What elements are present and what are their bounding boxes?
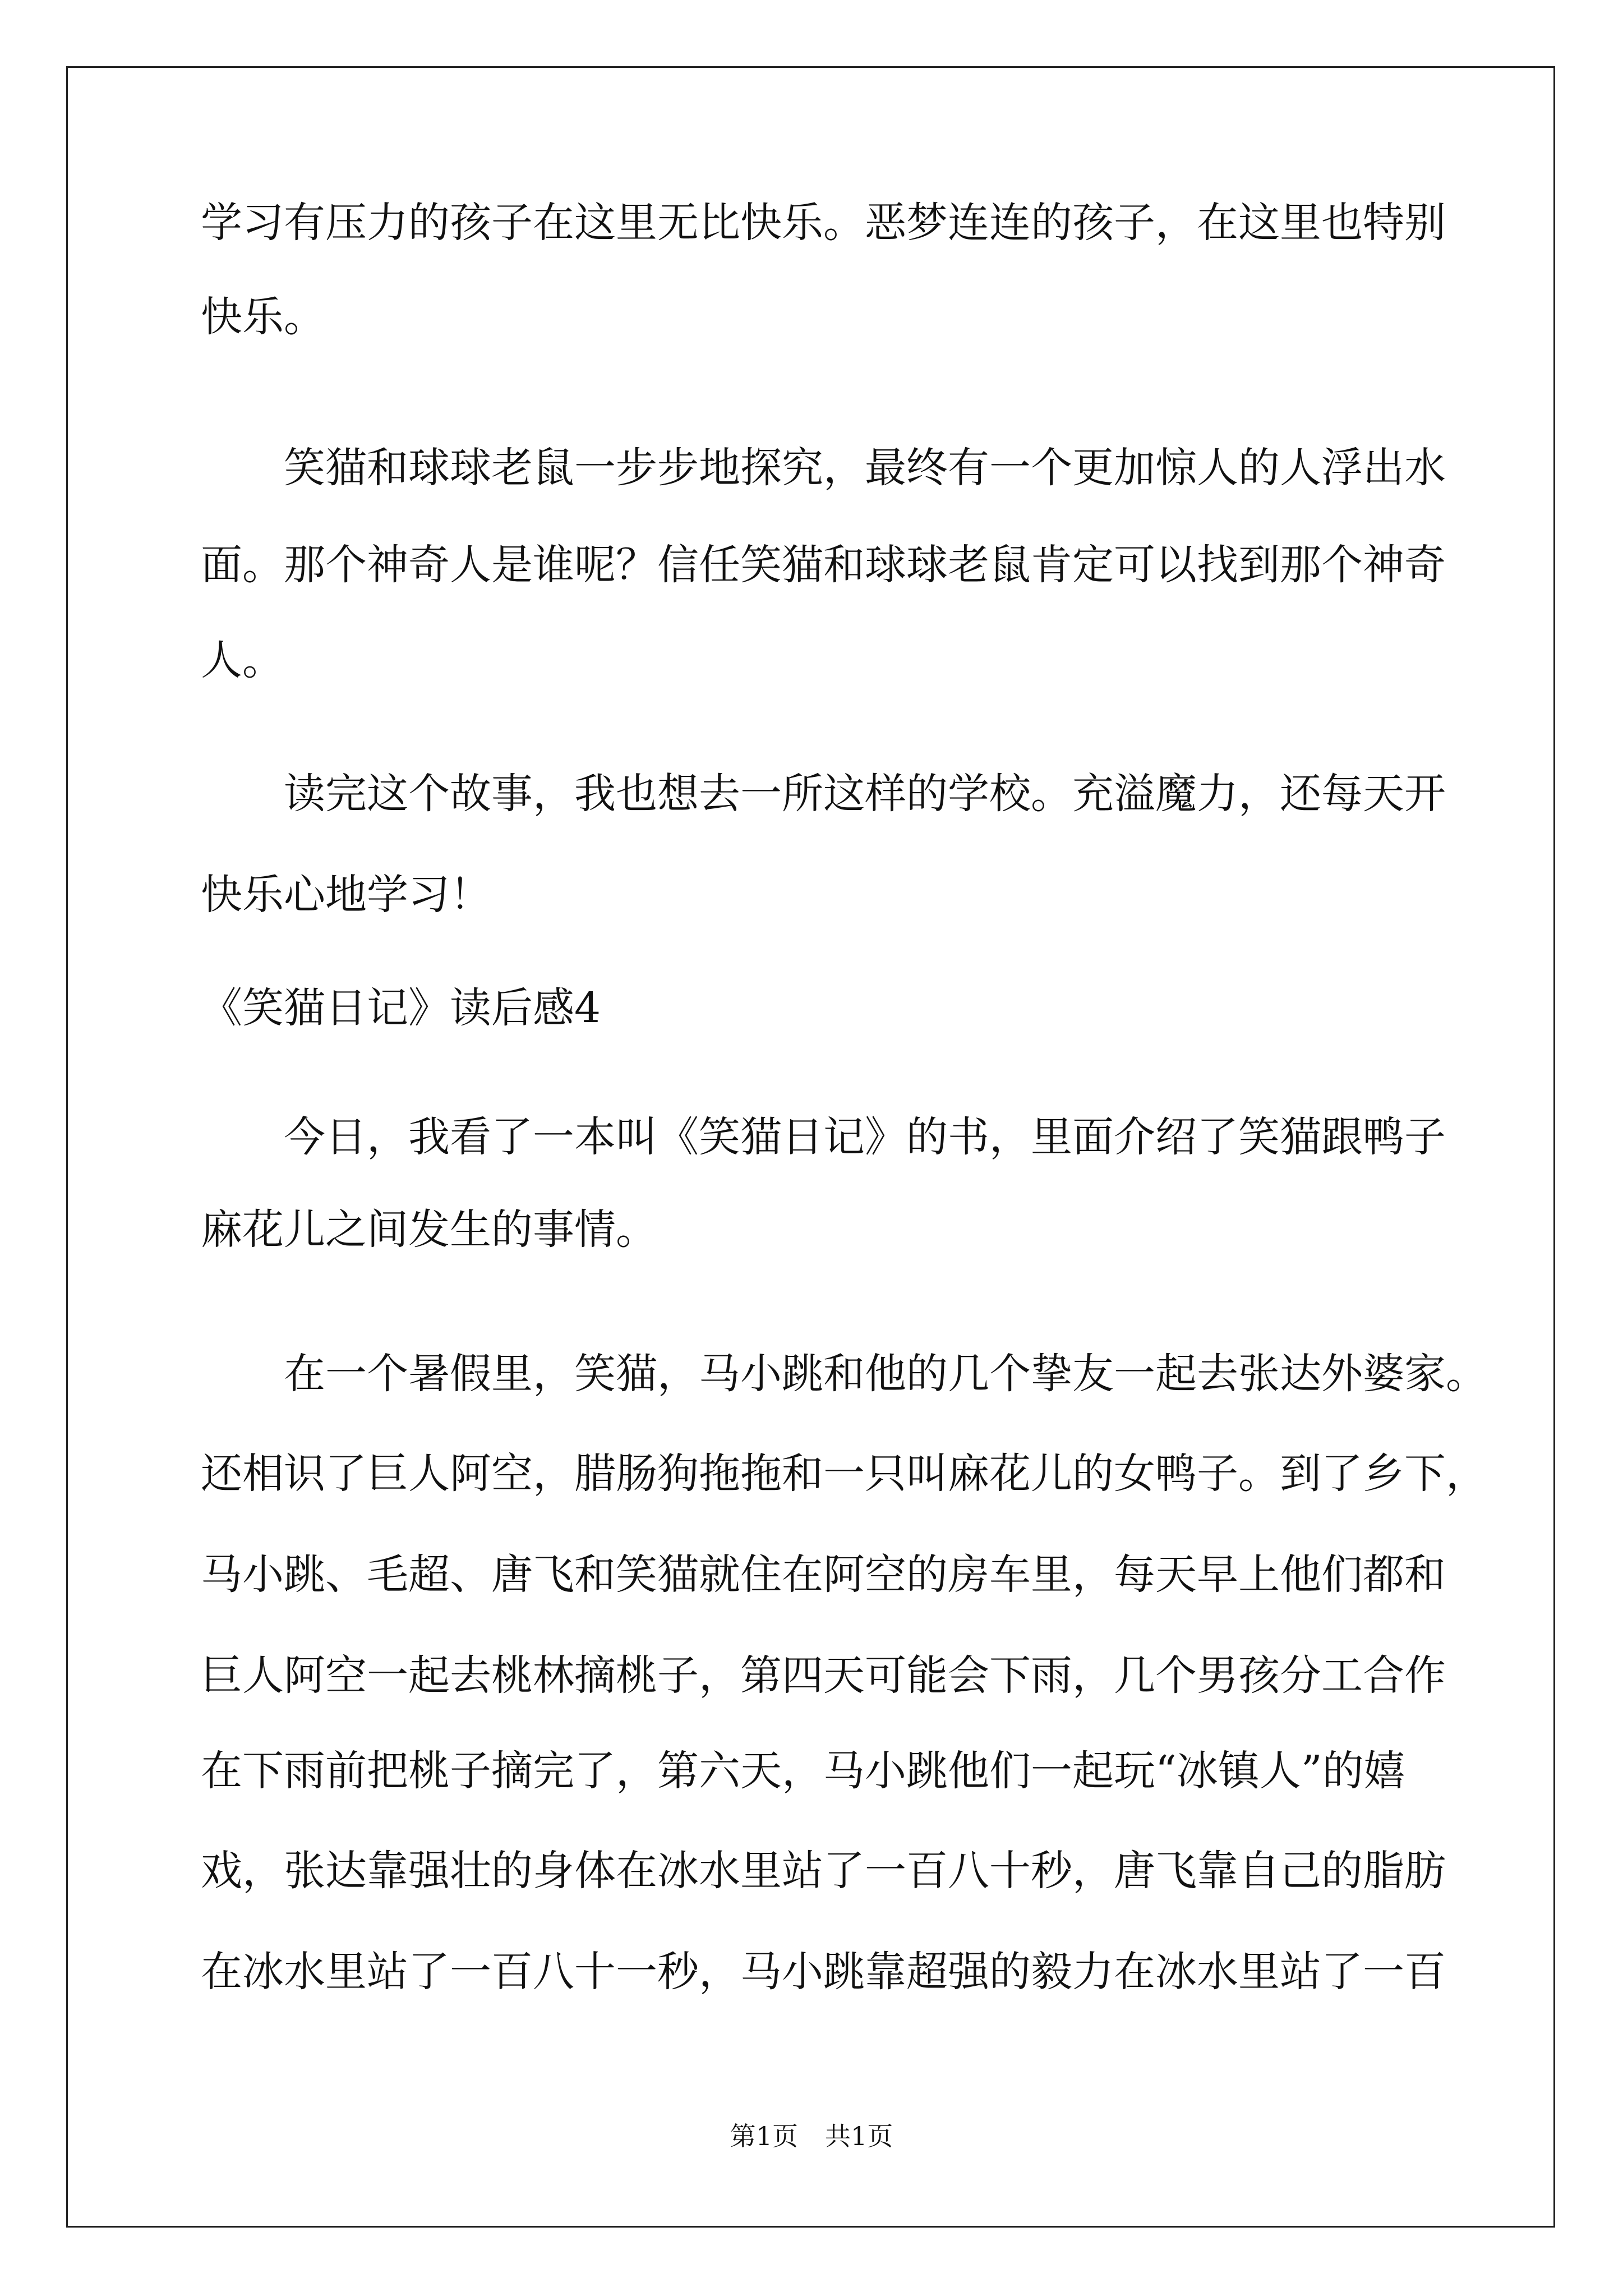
page-number-current: 第1页: [730, 2121, 798, 2151]
text-line: 今日，我看了一本叫《笑猫日记》的书，里面介绍了笑猫跟鸭子: [284, 1113, 1446, 1161]
text-line: 学习有压力的孩子在这里无比快乐。恶梦连连的孩子，在这里也特别: [201, 199, 1446, 247]
text-line: 快乐。: [201, 293, 325, 341]
page-number-total: 共1页: [825, 2121, 893, 2151]
text-line: 在冰水里站了一百八十一秒，马小跳靠超强的毅力在冰水里站了一百: [201, 1948, 1446, 1996]
text-line: 笑猫和球球老鼠一步步地探究，最终有一个更加惊人的人浮出水: [284, 444, 1446, 492]
section-heading: 《笑猫日记》读后感4: [201, 984, 601, 1032]
page-footer: [0, 2123, 1623, 2149]
text-line: 读完这个故事，我也想去一所这样的学校。充溢魔力，还每天开: [284, 770, 1446, 818]
text-line: 快乐心地学习！: [201, 871, 491, 919]
text-line: 还相识了巨人阿空，腊肠狗拖拖和一只叫麻花儿的女鸭子。到了乡下，: [201, 1450, 1487, 1498]
text-line: 巨人阿空一起去桃林摘桃子，第四天可能会下雨，几个男孩分工合作: [201, 1651, 1446, 1700]
text-line: 面。那个神奇人是谁呢？信任笑猫和球球老鼠肯定可以找到那个神奇: [201, 541, 1446, 589]
text-line: 马小跳、毛超、唐飞和笑猫就住在阿空的房车里，每天早上他们都和: [201, 1550, 1446, 1599]
text-line: 人。: [201, 636, 284, 684]
text-line: 麻花儿之间发生的事情。: [201, 1205, 657, 1254]
text-line: 在下雨前把桃子摘完了，第六天，马小跳他们一起玩“冰镇人”的嬉: [201, 1747, 1405, 1795]
text-line: 在一个暑假里，笑猫，马小跳和他的几个挚友一起去张达外婆家。: [284, 1350, 1487, 1398]
text-line: 戏，张达靠强壮的身体在冰水里站了一百八十秒，唐飞靠自己的脂肪: [201, 1847, 1446, 1895]
